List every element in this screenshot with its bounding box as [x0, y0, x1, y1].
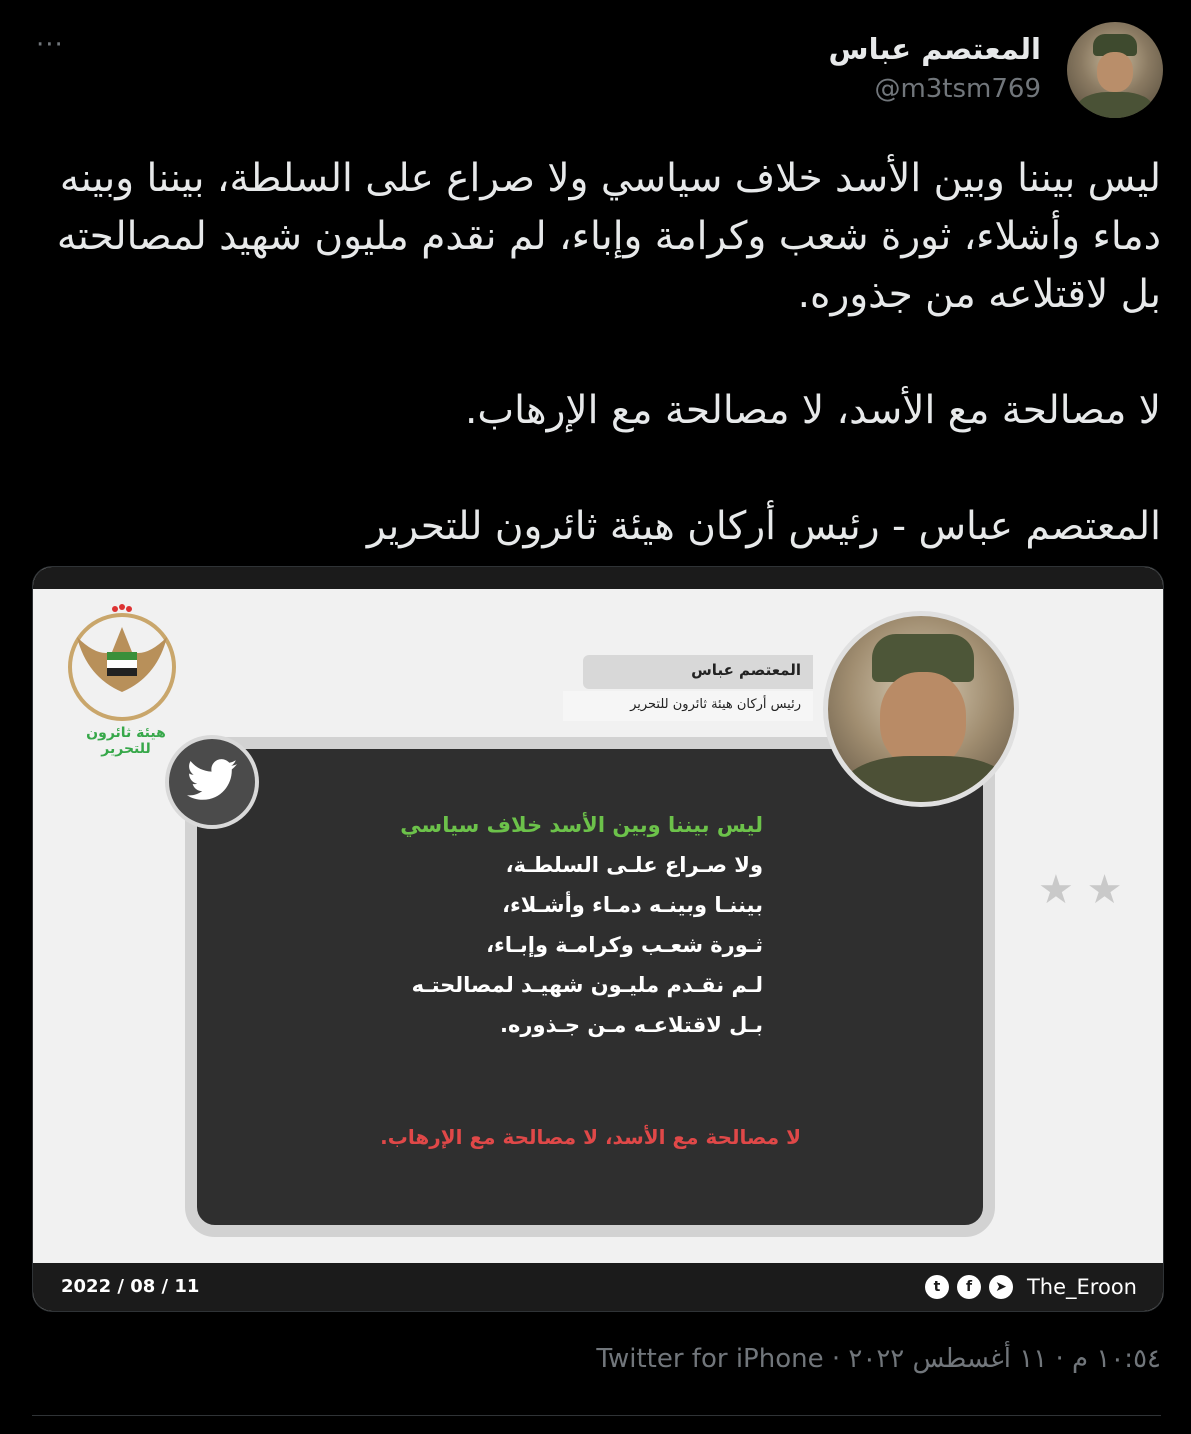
card-line-3: ثـورة شعـب وكرامـة وإبـاء، — [486, 933, 763, 957]
card-line-2: بيننـا وبينـه دمـاء وأشـلاء، — [502, 893, 763, 917]
tweet-paragraph-3: المعتصم عباس - رئيس أركان هيئة ثائرون للتحرير — [366, 504, 1161, 549]
tweet-paragraph-1: ليس بيننا وبين الأسد خلاف سياسي ولا صراع على السلطة، بيننا وبينه دماء وأشلاء، ثورة شعب وكرامة وإباء، لم نقدم مليون شهيد لمصالحته بل لاقتلاعه من جذوره. — [56, 156, 1161, 317]
social-handle: The_Eroon — [1026, 1275, 1137, 1299]
tweet-paragraph-2: لا مصالحة مع الأسد، لا مصالحة مع الإرهاب. — [465, 388, 1161, 433]
title-plate — [563, 691, 813, 721]
card-line-1: ولا صـراع علـى السلطـة، — [505, 853, 763, 877]
name-plate-text: المعتصم عباس — [691, 661, 801, 679]
media-top-bar — [33, 567, 1163, 589]
decorative-stars-icon: ★ ★ — [1038, 867, 1123, 913]
portrait-body — [842, 756, 1012, 807]
card-line-5: بـل لاقتلاعـه مـن جـذوره. — [500, 1013, 763, 1037]
name-plate — [583, 655, 813, 689]
divider — [32, 1415, 1161, 1416]
more-options-icon[interactable]: ··· — [36, 30, 64, 60]
avatar[interactable] — [1067, 22, 1163, 118]
facebook-icon: f — [957, 1275, 981, 1299]
avatar-body — [1077, 92, 1153, 118]
card-quote-text — [400, 805, 763, 1045]
twitter-icon: t — [925, 1275, 949, 1299]
media-footer — [33, 1263, 1163, 1311]
portrait-photo — [823, 611, 1019, 807]
author-handle[interactable]: @m3tsm769 — [874, 74, 1041, 104]
portrait-face — [880, 672, 966, 768]
title-plate-text: رئيس أركان هيئة ثائرون للتحرير — [630, 697, 801, 712]
avatar-face — [1097, 52, 1133, 92]
social-links — [925, 1275, 1137, 1299]
card-slogan: لا مصالحة مع الأسد، لا مصالحة مع الإرهاب. — [380, 1125, 801, 1149]
logo-caption: هيئة ثائرون للتحرير — [86, 725, 166, 757]
tweet-text — [30, 150, 1161, 556]
card-line-4: لـم نقـدم مليـون شهيـد لمصالحتـه — [411, 973, 763, 997]
media-date: 2022 / 08 / 11 — [61, 1276, 200, 1297]
eagle-logo-icon — [57, 597, 187, 727]
card-headline: ليس بيننا وبين الأسد خلاف سياسي — [400, 813, 763, 837]
twitter-bird-icon — [165, 735, 259, 829]
tweet-meta[interactable]: ١٠:٥٤ م · ١١ أغسطس ٢٠٢٢ · Twitter for iPhone — [596, 1344, 1161, 1374]
author-display-name[interactable]: المعتصم عباس — [828, 32, 1041, 66]
telegram-icon: ➤ — [989, 1275, 1013, 1299]
tweet-media-image[interactable] — [32, 566, 1164, 1312]
